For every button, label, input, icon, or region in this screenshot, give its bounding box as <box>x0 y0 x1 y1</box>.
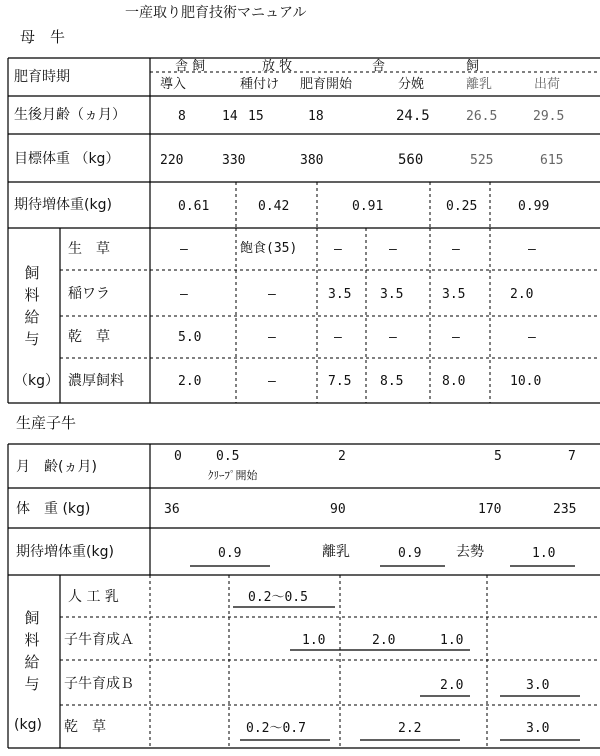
age-value: 15 <box>248 109 264 124</box>
age-value: 14 <box>222 109 238 124</box>
header-sub-5: 離乳 <box>466 77 493 92</box>
calf-feed-value: 1.0 <box>440 633 464 648</box>
weaning-mark: 離乳 <box>322 544 350 560</box>
feed-value: ― <box>268 287 276 302</box>
age-value: 29.5 <box>533 109 565 124</box>
feed-value: 3.5 <box>328 287 352 302</box>
feed-value: 飽食(35) <box>240 241 298 256</box>
age-label: 生後月齢（ヵ月） <box>14 107 126 123</box>
calf-feed-value: 3.0 <box>526 721 550 736</box>
calf-feed-side-char: 給 <box>24 653 40 671</box>
calf-gain-value: 0.9 <box>218 546 242 561</box>
header-group-4: 飼 <box>466 59 480 74</box>
feed-value: ― <box>268 374 276 389</box>
calf-weight-value: 90 <box>330 502 346 517</box>
gain-value: 0.99 <box>518 199 550 214</box>
feed-value: ― <box>180 287 188 302</box>
calf-gain-value: 0.9 <box>398 546 422 561</box>
weight-value: 330 <box>222 153 246 168</box>
feed-row-label: 稲ワラ <box>68 286 110 302</box>
feed-value: ― <box>389 330 397 345</box>
header-sub-1: 導入 <box>160 77 187 92</box>
calf-feed-unit: (kg) <box>14 717 42 733</box>
feed-value: ― <box>452 330 460 345</box>
weight-value: 380 <box>300 153 324 168</box>
calf-weight-value: 170 <box>478 502 502 517</box>
feed-value: ― <box>452 242 460 257</box>
calf-feed-row-label: 乾 草 <box>64 719 106 735</box>
calf-feed-value: 0.2～0.5 <box>248 590 308 605</box>
feed-unit: （kg） <box>14 373 59 389</box>
calf-age-label: 月 齢(ヵ月) <box>16 459 97 475</box>
calf-weight-label: 体 重 (kg) <box>16 501 91 517</box>
feed-row-label: 生 草 <box>68 241 110 257</box>
feed-row-label: 濃厚飼料 <box>68 373 124 389</box>
feed-value: 8.0 <box>442 374 466 389</box>
feed-side-char: 料 <box>24 286 40 304</box>
header-label: 肥育時期 <box>14 69 70 85</box>
weight-value: 220 <box>160 153 184 168</box>
gain-value: 0.25 <box>446 199 478 214</box>
feed-value: 7.5 <box>328 374 352 389</box>
feed-value: 2.0 <box>510 287 534 302</box>
calf-age-value: 5 <box>494 449 502 464</box>
feed-value: ― <box>528 242 536 257</box>
calf-weight-value: 36 <box>164 502 180 517</box>
calf-feed-side-char: 与 <box>24 675 40 693</box>
calf-feed-side-char: 飼 <box>24 609 40 627</box>
feed-value: 3.5 <box>380 287 404 302</box>
calf-weight-value: 235 <box>553 502 577 517</box>
gain-label: 期待増体重(kg) <box>14 197 112 213</box>
age-value: 24.5 <box>396 108 430 124</box>
calf-feed-value: 0.2～0.7 <box>246 721 306 736</box>
calf-age-value: 0 <box>174 449 182 464</box>
calf-age-value: 0.5 <box>216 449 240 464</box>
weight-value: 615 <box>540 153 564 168</box>
header-sub-3: 肥育開始 <box>300 77 353 92</box>
feed-value: 3.5 <box>442 287 466 302</box>
feed-side-char: 与 <box>24 330 40 348</box>
feed-value: 10.0 <box>510 374 542 389</box>
feed-value: 8.5 <box>380 374 404 389</box>
calf-feed-row-label: 子牛育成Ａ <box>64 632 134 648</box>
age-value: 26.5 <box>466 109 498 124</box>
creep-note: ｸﾘｰﾌﾟ開始 <box>208 469 258 482</box>
header-group-1: 舎 飼 <box>175 59 206 74</box>
calf-feed-row-label: 人 工 乳 <box>68 589 119 605</box>
castration-mark: 去勢 <box>456 544 484 560</box>
calf-age-value: 2 <box>338 449 346 464</box>
header-sub-4: 分娩 <box>398 77 425 92</box>
gain-value: 0.42 <box>258 199 290 214</box>
section-title-cow: 母 牛 <box>20 28 66 46</box>
age-value: 18 <box>308 109 324 124</box>
feed-side-char: 飼 <box>24 264 40 282</box>
section-title-calf: 生産子牛 <box>16 414 77 432</box>
calf-gain-label: 期待増体重(kg) <box>16 544 114 560</box>
calf-feed-value: 2.2 <box>398 721 422 736</box>
calf-feed-row-label: 子牛育成Ｂ <box>64 676 134 692</box>
gain-value: 0.91 <box>352 199 384 214</box>
gain-value: 0.61 <box>178 199 210 214</box>
feed-value: ― <box>180 242 188 257</box>
weight-value: 525 <box>470 153 494 168</box>
feed-side-char: 給 <box>24 308 40 326</box>
header-group-3: 舎 <box>372 59 386 74</box>
feed-value: 5.0 <box>178 330 202 345</box>
feed-value: ― <box>528 330 536 345</box>
header-sub-6: 出荷 <box>534 77 561 92</box>
feed-value: ― <box>389 242 397 257</box>
calf-age-value: 7 <box>568 449 576 464</box>
feed-value: ― <box>334 330 342 345</box>
calf-feed-value: 3.0 <box>526 678 550 693</box>
header-sub-2: 種付け <box>240 77 280 92</box>
calf-gain-value: 1.0 <box>532 546 556 561</box>
document-title: 一産取り肥育技術マニュアル <box>125 5 307 21</box>
calf-feed-side-char: 料 <box>24 631 40 649</box>
feed-value: ― <box>268 330 276 345</box>
weight-label: 目標体重 （kg） <box>14 151 120 167</box>
weight-value: 560 <box>398 152 424 168</box>
header-group-2: 放 牧 <box>262 59 293 74</box>
calf-feed-value: 2.0 <box>440 678 464 693</box>
age-value: 8 <box>178 109 186 124</box>
calf-feed-value: 2.0 <box>372 633 396 648</box>
feed-value: ― <box>334 242 342 257</box>
calf-feed-value: 1.0 <box>302 633 326 648</box>
feed-value: 2.0 <box>178 374 202 389</box>
feed-row-label: 乾 草 <box>68 329 110 345</box>
